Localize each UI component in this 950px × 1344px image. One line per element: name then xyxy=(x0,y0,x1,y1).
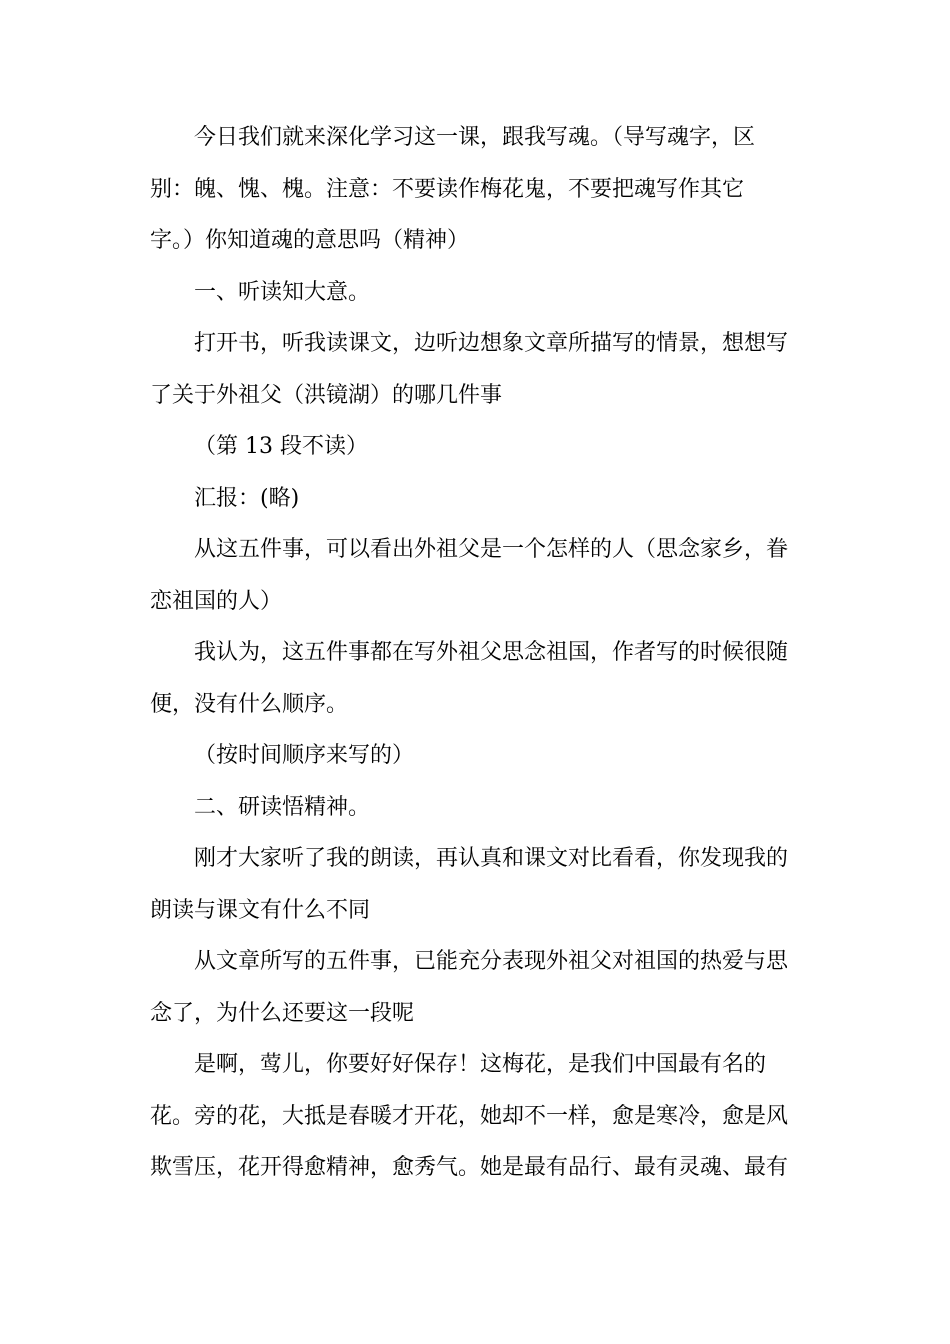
paragraph-plum-quote: 是啊，莺儿，你要好好保存！这梅花，是我们中国最有名的 花。旁的花，大抵是春暖才开花，她却不一样，愈是寒冷，愈是风 欺雪压，花开得愈精神，愈秀气。她是最有品行、最有灵魂、最有 xyxy=(150,1052,789,1180)
section-heading-1: 一、听读知大意。 xyxy=(194,279,371,305)
note-time-order: （按时间顺序来写的） xyxy=(194,743,415,768)
paragraph-question: 从文章所写的五件事，已能充分表现外祖父对祖国的热爱与思 念了，为什么还要这一段呢 xyxy=(150,949,789,1026)
paragraph-compare: 刚才大家听了我的朗读，再认真和课文对比看看，你发现我的 朗读与课文有什么不同 xyxy=(150,846,789,923)
paragraph-five-events: 从这五件事，可以看出外祖父是一个怎样的人（思念家乡，眷 恋祖国的人） xyxy=(150,537,789,614)
paragraph-report: 汇报：(略) xyxy=(194,485,300,511)
paragraph-listen: 打开书，听我读课文，边听边想象文章所描写的情景，想想写 了关于外祖父（洪镜湖）的哪几件事 xyxy=(150,331,789,408)
document-body xyxy=(150,112,800,1194)
section-heading-2: 二、研读悟精神。 xyxy=(194,794,371,820)
note-skip-paragraph: （第 13 段不读） xyxy=(194,434,368,459)
paragraph-intro: 今日我们就来深化学习这一课，跟我写魂。（导写魂字，区 别：魄、愧、槐。注意：不要读作梅花鬼，不要把魂写作其它 字。）你知道魂的意思吗（精神） xyxy=(150,125,756,253)
paragraph-opinion: 我认为，这五件事都在写外祖父思念祖国，作者写的时候很随 便，没有什么顺序。 xyxy=(150,640,789,717)
